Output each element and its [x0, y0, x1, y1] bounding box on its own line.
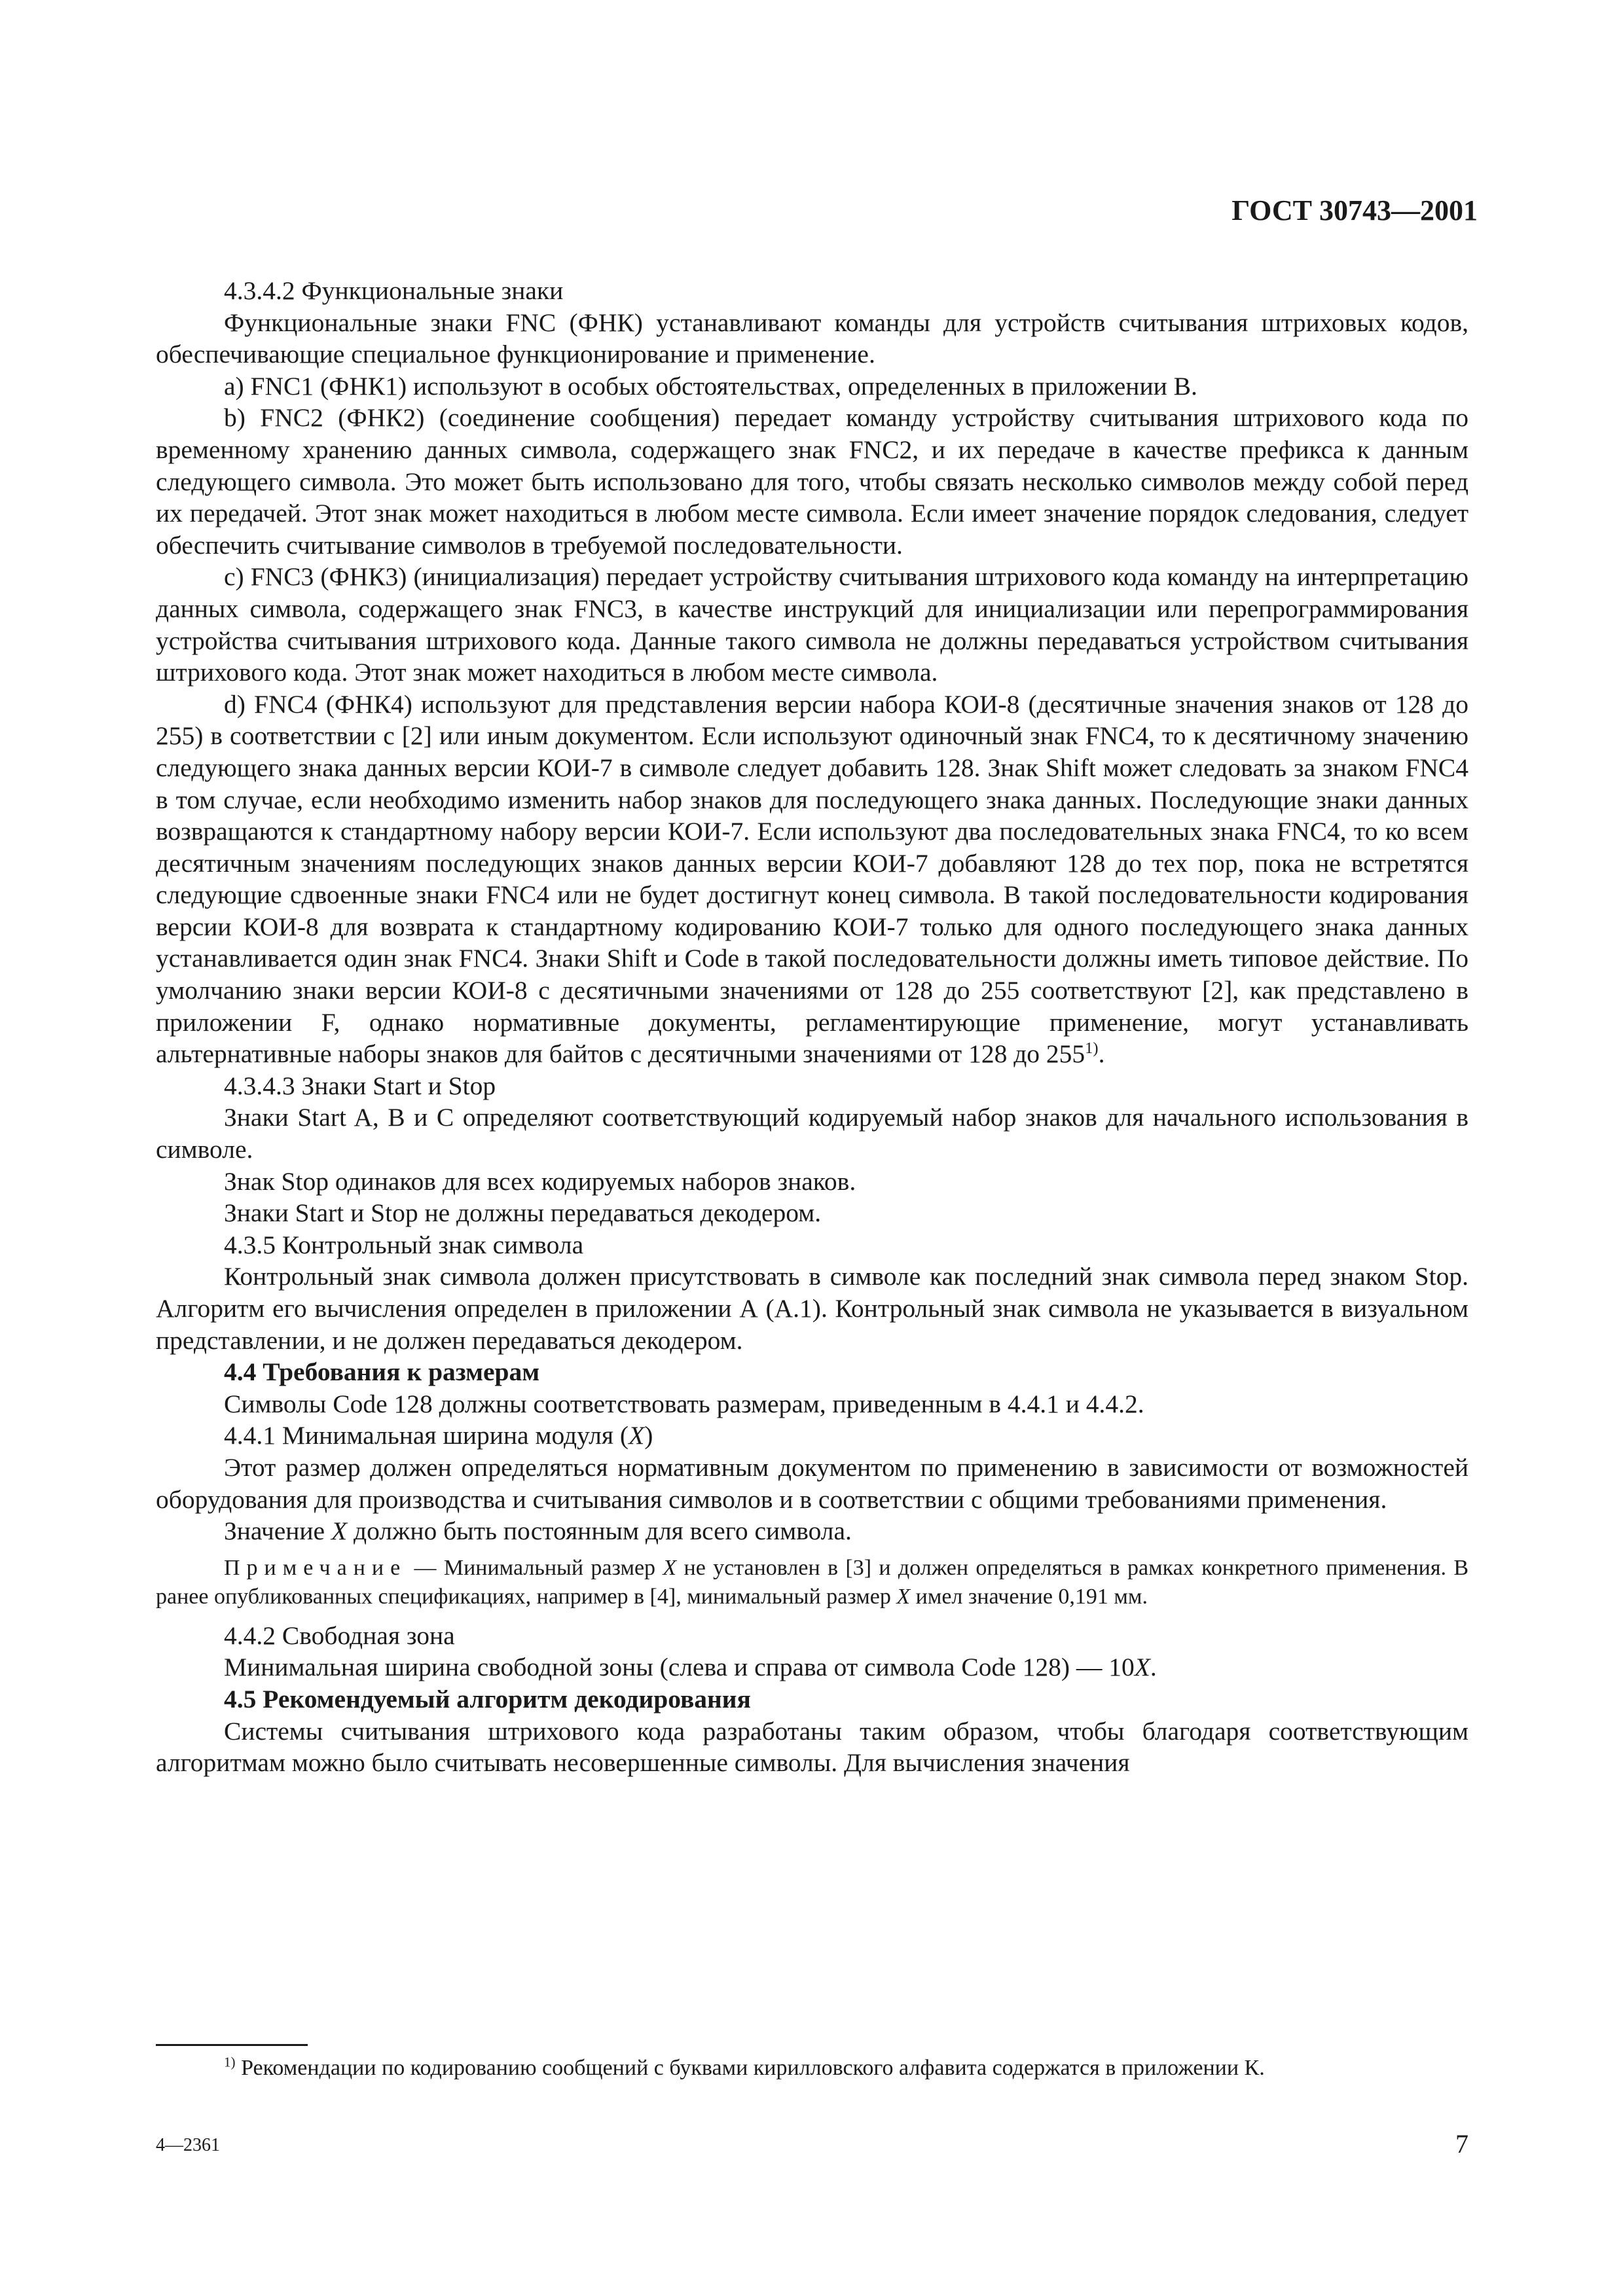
paragraph-text: Минимальная ширина свободной зоны (слева и справа от символа Code 128) — 10: [224, 1653, 1135, 1682]
section-heading-4-4-1: [156, 1420, 1468, 1452]
list-item-d: [156, 689, 1468, 1070]
paragraph: Знаки Start и Stop не должны передаваться декодером.: [224, 1198, 822, 1228]
list-item-c: c) FNC3 (ФНК3) (инициализация) передает устройству считывания штрихового кода команду на интерпретацию данных символа, содержащего знак FNC3, в качестве инструкций для инициализации или перепрограммирования устройства считывания штрихового кода. Данные такого символа не должны передаваться устройством считывания штрихового кода. Этот знак может находиться в любом месте символа.: [156, 562, 1468, 687]
note: [156, 1554, 1468, 1612]
footnote: [156, 2054, 1468, 2083]
footnote-text: Рекомендации по кодированию сообщений с буквами кирилловского алфавита содержатся в приложении К.: [235, 2056, 1265, 2080]
paragraph-text-end: .: [1150, 1653, 1157, 1682]
footnote-reference: 1): [1085, 1039, 1099, 1058]
paragraph: Символы Code 128 должны соответствовать размерам, приведенным в 4.4.1 и 4.4.2.: [224, 1389, 1144, 1418]
note-text: — Минимальный размер: [407, 1555, 663, 1580]
document-body: [156, 275, 1468, 1779]
section-heading-4-4-2: 4.4.2 Свободная зона: [224, 1621, 455, 1650]
paragraph: Знаки Start A, В и С определяют соответствующий кодируемый набор знаков для начального использования в символе.: [156, 1103, 1468, 1164]
paragraph: Контрольный знак символа должен присутствовать в символе как последний знак символа перед знаком Stop. Алгоритм его вычисления определен в приложении А (А.1). Контрольный знак символа не указывается в визуальном представлении, и не должен передаваться декодером.: [156, 1262, 1468, 1355]
section-heading-4-4: 4.4 Требования к размерам: [224, 1357, 540, 1387]
list-item-a: a) FNC1 (ФНК1) используют в особых обстоятельствах, определенных в приложении В.: [224, 371, 1197, 401]
page-number: 7: [1455, 2129, 1468, 2159]
footnote-marker: 1): [224, 2054, 236, 2070]
list-item-b: b) FNC2 (ФНК2) (соединение сообщения) передает команду устройству считывания штрихового кода по временному хранению данных символа, содержащего знак FNC2, и их передаче в качестве префикса к данным следующего символа. Это может быть использовано для того, чтобы связать несколько символов между собой перед их передачей. Этот знак может находиться в любом месте символа. Если имеет значение порядок следования, следует обеспечить считывание символов в требуемой последовательности.: [156, 403, 1468, 560]
standard-code-header: ГОСТ 30743—2001: [1231, 194, 1478, 226]
list-item-d-text: d) FNC4 (ФНК4) используют для представления версии набора КОИ-8 (десятичные значения знаков от 128 до 255) в соответствии с [2] или иным документом. Если используют одиночный знак FNC4, то к десятичному значению следующего знака данных версии КОИ-7 в символе следует добавить 128. Знак Shift может следовать за знаком FNC4 в том случае, если необходимо изменить набор знаков для последующего знака данных. Последующие знаки данных возвращаются к стандартному набору версии КОИ-7. Если используют два последовательных знака FNC4, то ко всем десятичным значениям последующих знаков данных версии КОИ-7 добавляют 128 до тех пор, пока не встретятся следующие сдвоенные знаки FNC4 или не будет достигнут конец символа. В такой последовательности кодирования версии КОИ-8 для возврата к стандартному кодированию КОИ-7 только для одного последующего знака данных устанавливается один знак FNC4. Знаки Shift и Code в такой последовательности должны иметь типовое действие. По умолчанию знаки версии КОИ-8 с десятичными значениями от 128 до 255 соответствуют [2], как представлено в приложении F, однако нормативные документы, регламентирующие применение, могут устанавливать альтернативные наборы знаков для байтов с десятичными значениями от 128 до 255: [156, 689, 1468, 1069]
variable-x: X: [1134, 1653, 1150, 1682]
heading-text-end: ): [644, 1421, 653, 1450]
section-heading-4-3-5: 4.3.5 Контрольный знак символа: [224, 1230, 584, 1259]
note-label: Примечание: [224, 1555, 407, 1580]
paragraph: [156, 1651, 1468, 1683]
variable-x: X: [331, 1516, 348, 1546]
paragraph: Этот размер должен определяться нормативным документом по применению в зависимости от возможностей оборудования для производства и считывания символов и в соответствии с общими требованиями применения.: [156, 1452, 1468, 1514]
paragraph: Знак Stop одинаков для всех кодируемых наборов знаков.: [224, 1166, 856, 1196]
variable-x: X: [663, 1555, 677, 1580]
paragraph: Системы считывания штрихового кода разработаны таким образом, чтобы благодаря соответствующим алгоритмам можно было считывать несовершенные символы. Для вычисления значения: [156, 1716, 1468, 1778]
section-heading-4-3-4-3: 4.3.4.3 Знаки Start и Stop: [224, 1071, 496, 1100]
print-code: 4—2361: [156, 2135, 220, 2155]
paragraph-text: Значение: [224, 1516, 331, 1546]
section-heading-4-5: 4.5 Рекомендуемый алгоритм декодирования: [224, 1684, 751, 1713]
note-text: имел значение 0,191 мм.: [910, 1585, 1148, 1609]
paragraph-text-end: должно быть постоянным для всего символа.: [347, 1516, 852, 1546]
variable-x: X: [629, 1421, 645, 1450]
section-heading-4-3-4-2: 4.3.4.2 Функциональные знаки: [224, 276, 564, 305]
note-text: не установлен в [3] и должен определяться в рамках конкретного применения. В ранее опубликованных спецификациях, например в [4], минимальный размер: [156, 1555, 1468, 1609]
paragraph: Функциональные знаки FNC (ФНК) устанавливают команды для устройств считывания штриховых кодов, обеспечивающие специальное функционирование и применение.: [156, 308, 1468, 369]
heading-text: 4.4.1 Минимальная ширина модуля (: [224, 1421, 629, 1450]
paragraph: [156, 1515, 1468, 1547]
variable-x: X: [896, 1585, 911, 1609]
footnote-divider: [156, 2044, 308, 2046]
list-item-d-end: .: [1098, 1039, 1105, 1069]
